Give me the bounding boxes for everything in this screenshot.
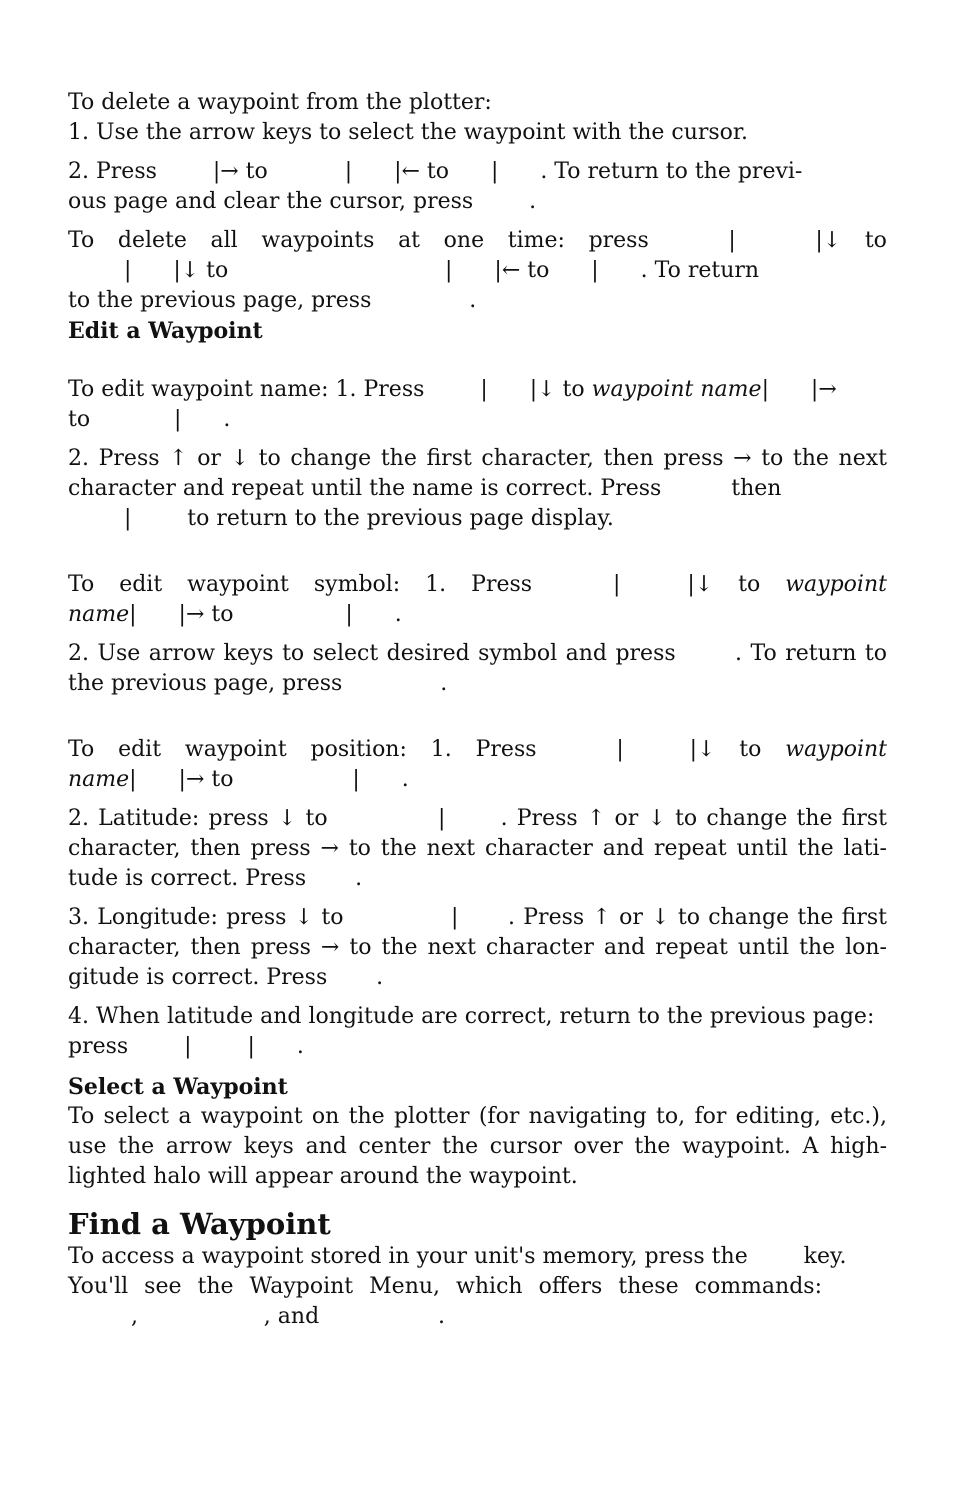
word: offers — [538, 1274, 603, 1299]
delete-intro: To delete a waypoint from the plotter: — [68, 90, 492, 115]
edit-waypoint-heading: Edit a Waypoint — [68, 318, 263, 344]
word: position: — [310, 737, 407, 762]
position-step-4-line-1: 4. When latitude and longitude are correct, return to the previous page: — [68, 1004, 875, 1029]
edit-name-paragraph — [68, 375, 887, 435]
word: these — [618, 1274, 679, 1299]
word: which — [456, 1274, 523, 1299]
edit-name-step-2 — [68, 444, 894, 534]
word-italic: waypoint — [785, 737, 887, 762]
word: You'll — [68, 1274, 129, 1299]
delete-step-2 — [68, 157, 887, 217]
delete-all-line-3: to the previous page, press . — [68, 288, 477, 313]
edit-symbol-name-italic: name — [68, 602, 130, 627]
word: edit — [118, 737, 162, 762]
word: one — [443, 228, 485, 253]
edit-name-italic: waypoint name — [591, 377, 762, 402]
word: to — [739, 737, 762, 762]
longitude-step: 3. Longitude: press ↓ to | . Press ↑ or ↓ to change the first character, then press → to the next character and repeat until the lon-gitude is correct. Press . — [68, 905, 894, 990]
delete-all-paragraph — [68, 226, 887, 316]
edit-symbol-step-2: 2. Use arrow keys to select desired symbol and press . To return to the previous page, press . — [68, 641, 894, 696]
word: |↓ — [759, 228, 842, 253]
manual-page — [68, 88, 894, 1332]
edit-position-line-2 — [68, 765, 887, 795]
word: waypoints — [261, 228, 375, 253]
edit-name-text-a: To edit waypoint name: 1. Press | |↓ to — [68, 377, 592, 402]
word: Menu, — [369, 1274, 441, 1299]
edit-symbol-paragraph — [68, 570, 887, 630]
edit-name-line-2: to | . — [68, 407, 231, 432]
word: to — [738, 572, 761, 597]
find-waypoint-body — [68, 1242, 887, 1332]
word: Press — [471, 572, 533, 597]
find-body-line-2 — [68, 1272, 887, 1302]
word: the — [197, 1274, 234, 1299]
edit-position-paragraph — [68, 735, 887, 795]
position-step-4 — [68, 1002, 887, 1062]
word: press — [588, 228, 649, 253]
word: symbol: — [313, 572, 401, 597]
find-body-line-1: To access a waypoint stored in your unit's memory, press the key. — [68, 1244, 847, 1269]
delete-step-1: 1. Use the arrow keys to select the waypoint with the cursor. — [68, 120, 749, 145]
delete-step-2-line-2: ous page and clear the cursor, press . — [68, 189, 537, 214]
word: at — [398, 228, 421, 253]
latitude-step: 2. Latitude: press ↓ to | . Press ↑ or ↓ to change the first character, then press → to the next character and repeat until the lati-tude is correct. Press . — [68, 806, 894, 891]
edit-symbol-line-2 — [68, 600, 887, 630]
word — [838, 1272, 887, 1302]
word: time: — [507, 228, 565, 253]
edit-position-name-italic: name — [68, 767, 130, 792]
word: To — [68, 228, 95, 253]
word: delete — [117, 228, 187, 253]
word: 1. — [425, 572, 447, 597]
find-body-line-3: , , and . — [68, 1304, 446, 1329]
word: waypoint — [184, 737, 287, 762]
edit-position-line-2-rest: | |→ to | . — [129, 767, 409, 792]
edit-name-line-1-text — [68, 375, 837, 405]
word: to — [864, 228, 887, 253]
word: waypoint — [187, 572, 289, 597]
edit-name-text-b: | |→ — [761, 377, 837, 402]
select-waypoint-heading: Select a Waypoint — [68, 1074, 288, 1100]
word: 1. — [430, 737, 452, 762]
word: To — [68, 572, 95, 597]
word: commands: — [694, 1274, 822, 1299]
edit-symbol-line-1 — [68, 570, 887, 600]
delete-step-2-line-1: 2. Press |→ to | |← to | . To return to the previ- — [68, 159, 803, 184]
word: Waypoint — [249, 1274, 354, 1299]
edit-name-line-1 — [68, 375, 887, 405]
word: Press — [475, 737, 537, 762]
word: all — [210, 228, 238, 253]
delete-all-line-2: | |↓ to | |← to | . To return — [68, 258, 760, 283]
word: |↓ — [645, 572, 714, 597]
word: To — [68, 737, 95, 762]
word: | — [560, 737, 624, 762]
word: | — [557, 572, 621, 597]
word-italic: waypoint — [785, 572, 887, 597]
position-step-4-line-2: press | | . — [68, 1034, 304, 1059]
word: edit — [119, 572, 163, 597]
find-waypoint-heading: Find a Waypoint — [68, 1207, 331, 1241]
edit-name-step-2-text: 2. Press ↑ or ↓ to change the first character, then press → to the next character and repeat until the name is correct. Press then — [68, 446, 894, 501]
word: |↓ — [647, 737, 716, 762]
edit-symbol-line-2-rest: | |→ to | . — [129, 602, 402, 627]
delete-all-line-1 — [68, 226, 887, 256]
word: | — [672, 228, 736, 253]
edit-position-line-1 — [68, 735, 887, 765]
edit-name-step-2-line-3: | to return to the previous page display. — [68, 506, 614, 531]
select-waypoint-body: To select a waypoint on the plotter (for navigating to, for editing, etc.), use the arrow keys and center the cursor over the waypoint. A high-lighted halo will appear around the waypoint. — [68, 1104, 887, 1189]
word: see — [144, 1274, 182, 1299]
